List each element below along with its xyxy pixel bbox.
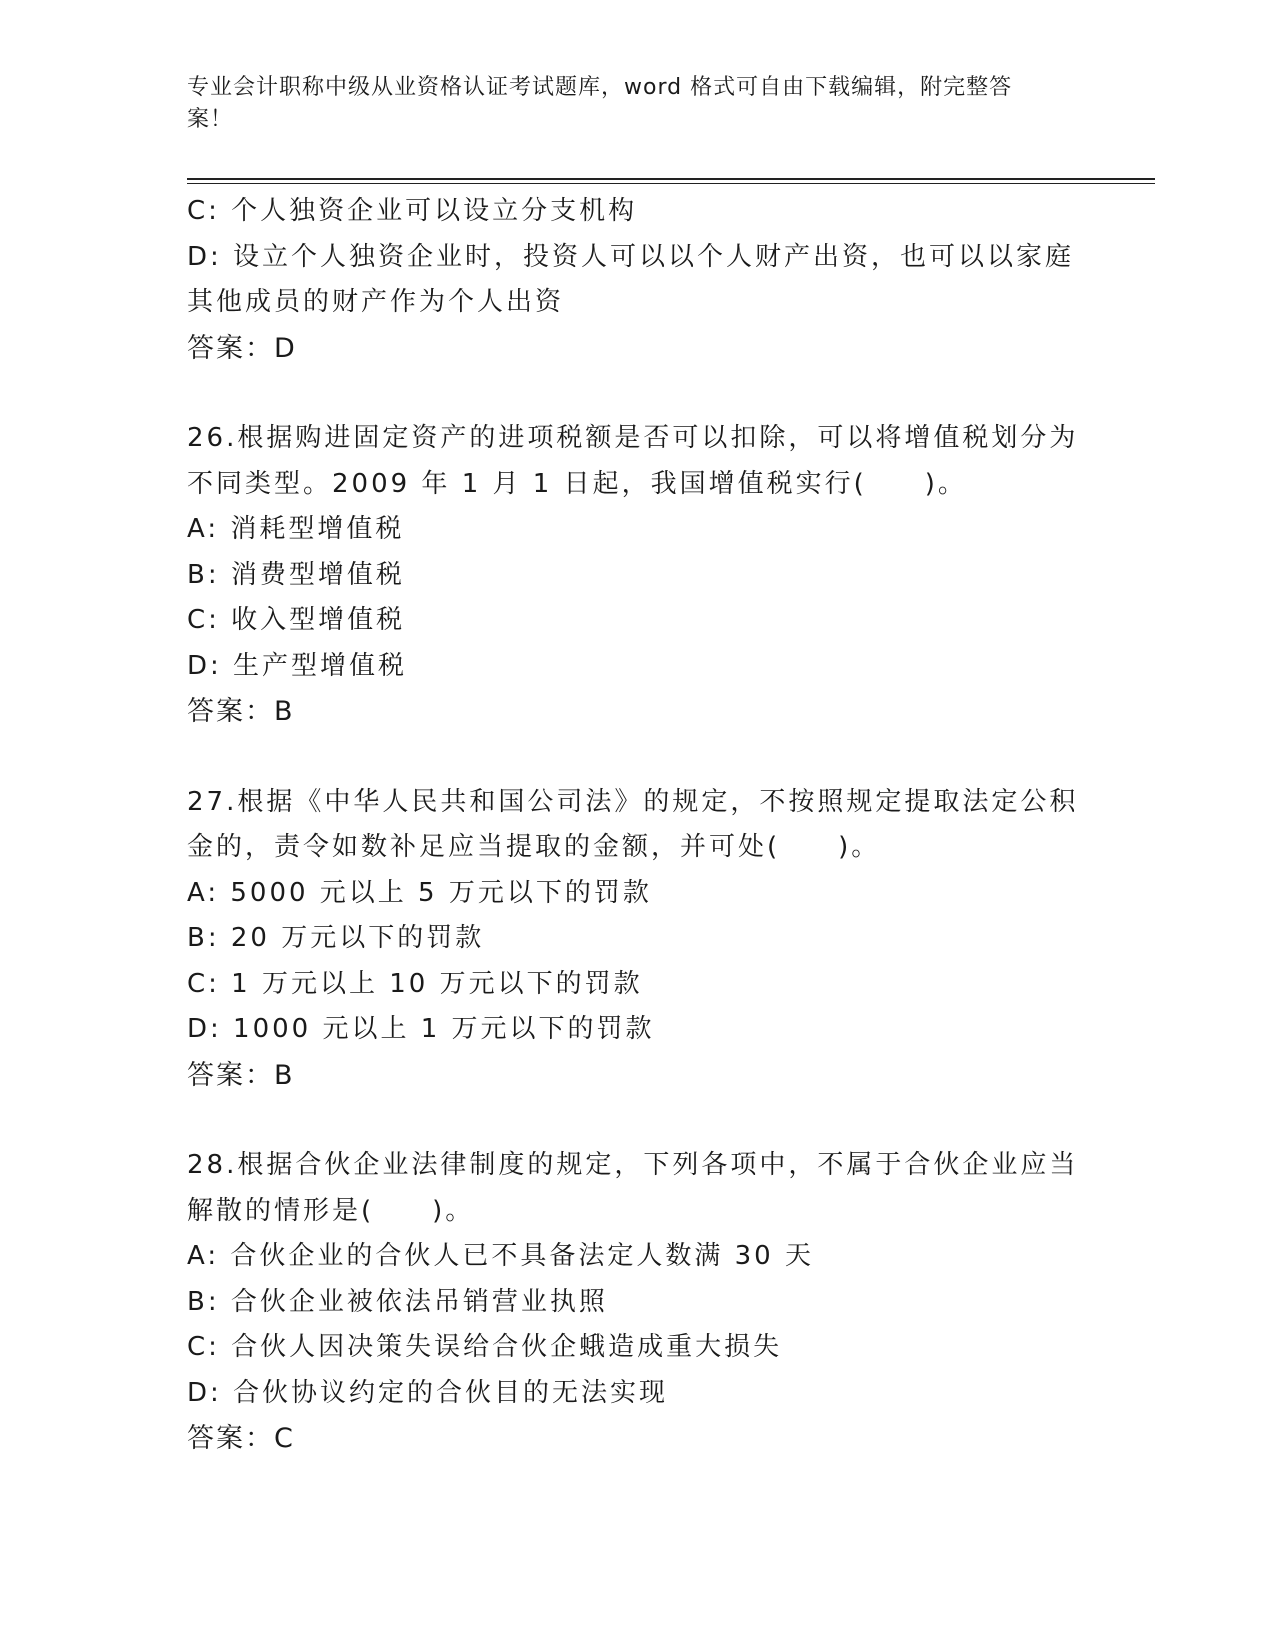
option-d-continued: 其他成员的财产作为个人出资 [187, 287, 565, 317]
header-title-line-1: 专业会计职称中级从业资格认证考试题库，word 格式可自由下载编辑，附完整答 [187, 75, 1013, 100]
page-header [187, 72, 1067, 136]
question-27 [187, 780, 1079, 1099]
header-title-line-2: 案！ [187, 107, 234, 132]
option-b: B: 合伙企业被依法吊销营业执照 [187, 1286, 608, 1317]
question-list [187, 189, 1079, 1462]
answer: 答案：D [187, 332, 297, 364]
question-25-tail [187, 189, 1075, 371]
option-c: C: 1 万元以上 10 万元以下的罚款 [187, 968, 643, 999]
option-c: C: 合伙人因决策失误给合伙企蛾造成重大损失 [187, 1332, 783, 1362]
option-c: C: 个人独资企业可以设立分支机构 [187, 196, 638, 226]
question-stem-continued: 解散的情形是( )。 [187, 1195, 475, 1226]
question-stem: 27.根据《中华人民共和国公司法》的规定，不按照规定提取法定公积 [187, 786, 1079, 817]
question-28 [187, 1143, 1079, 1462]
spacer [187, 735, 1067, 780]
header-divider-thick [187, 178, 1155, 180]
option-d: D: 合伙协议约定的合伙目的无法实现 [187, 1377, 669, 1408]
answer: 答案：B [187, 696, 295, 727]
question-26 [187, 416, 1079, 735]
question-stem-continued: 不同类型。2009 年 1 月 1 日起，我国增值税实行( )。 [187, 468, 967, 499]
option-c: C: 收入型增值税 [187, 605, 406, 635]
option-d: D: 设立个人独资企业时，投资人可以以个人财产出资，也可以以家庭 [187, 241, 1075, 272]
header-divider-thin [187, 183, 1155, 184]
spacer [187, 1098, 1067, 1143]
answer: 答案：C [187, 1423, 295, 1454]
option-a: A: 合伙企业的合伙人已不具备法定人数满 30 天 [187, 1241, 814, 1271]
option-a: A: 消耗型增值税 [187, 514, 405, 544]
option-d: D: 1000 元以上 1 万元以下的罚款 [187, 1014, 655, 1044]
option-b: B: 20 万元以下的罚款 [187, 923, 485, 953]
spacer [187, 371, 1067, 416]
option-d: D: 生产型增值税 [187, 650, 408, 681]
answer: 答案：B [187, 1059, 295, 1091]
question-stem: 26.根据购进固定资产的进项税额是否可以扣除，可以将增值税划分为 [187, 423, 1079, 453]
question-stem-continued: 金的，责令如数补足应当提取的金额，并可处( )。 [187, 832, 881, 862]
option-a: A: 5000 元以上 5 万元以下的罚款 [187, 877, 652, 908]
question-stem: 28.根据合伙企业法律制度的规定，下列各项中，不属于合伙企业应当 [187, 1150, 1079, 1180]
option-b: B: 消费型增值税 [187, 559, 405, 590]
